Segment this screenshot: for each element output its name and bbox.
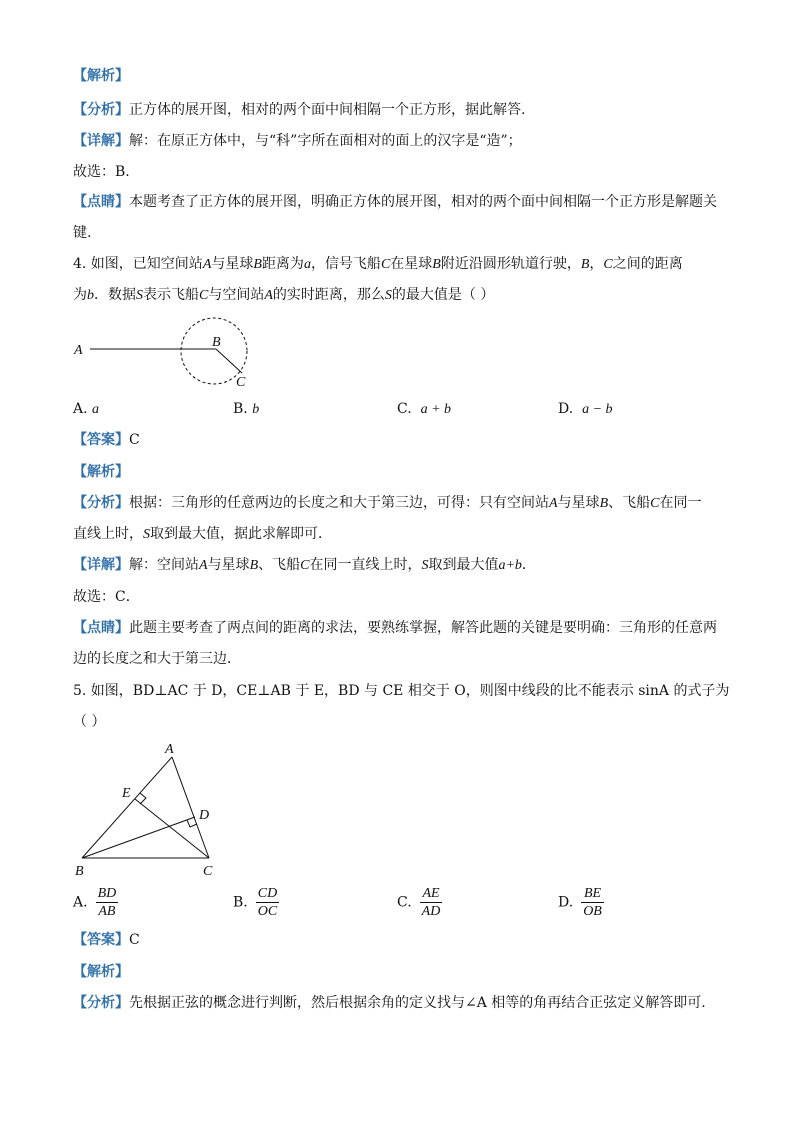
label-d: D: [199, 808, 210, 823]
q5-answer: 【答案】C: [73, 932, 140, 948]
q3-fenxi: 【分析】正方体的展开图，相对的两个面中间相隔一个正方形，据此解答.: [73, 102, 526, 118]
label-c: C: [236, 375, 246, 390]
q3-dianjing-cont: 键.: [73, 225, 92, 241]
q5-jiexi-label: 【解析】: [73, 964, 129, 980]
q4-dianjing-cont: 边的长度之和大于第三边．: [73, 651, 241, 667]
q4-answer: 【答案】C: [73, 432, 140, 448]
q4-stem-line1: 4. 如图，已知空间站A与星球B距离为a，信号飞船C在星球B附近沿圆形轨道行驶，B，C之间的距离: [73, 256, 683, 272]
label-b: B: [212, 335, 221, 350]
q4-figure: [66, 312, 266, 394]
q5-option-c: C. $\frac{AE}{AD}$: [397, 886, 441, 919]
q4-option-c: C. a + b: [397, 401, 452, 417]
right-angle-e: [140, 793, 146, 804]
label-e: E: [122, 786, 131, 801]
label-a: A: [74, 343, 83, 358]
q5-option-d: D. $\frac{BE}{OB}$: [558, 886, 602, 919]
q4-option-d: D. a − b: [558, 401, 613, 417]
q5-figure: [66, 738, 236, 882]
q5-fenxi: 【分析】先根据正弦的概念进行判断，然后根据余角的定义找与∠A 相等的角再结合正弦定义解答即可.: [73, 995, 706, 1011]
q5-stem-line1: 5. 如图，BD⊥AC 于 D，CE⊥AB 于 E，BD 与 CE 相交于 O，则图中线段的比不能表示 sinA 的式子为: [73, 683, 730, 699]
q3-guxuan: 故选：B.: [73, 164, 130, 180]
q5-option-a: A. $\frac{BD}{AB}$: [73, 886, 117, 919]
q3-xiangjie: 【详解】解：在原正方体中，与“科”字所在面相对的面上的汉字是“造”；: [73, 133, 522, 149]
q4-dianjing: 【点睛】此题主要考查了两点间的距离的求法，要熟练掌握，解答此题的关键是要明确：三角形的任意两: [73, 620, 717, 636]
label-a: A: [165, 742, 174, 757]
q4-option-b: B. b: [233, 401, 260, 417]
segment-bd: [82, 817, 195, 858]
segment-bc: [216, 349, 242, 373]
q4-xiangjie: 【详解】解：空间站A与星球B、飞船C在同一直线上时，S取到最大值a+b．: [73, 557, 536, 573]
q4-guxuan: 故选：C．: [73, 589, 140, 605]
q4-jiexi-label: 【解析】: [73, 464, 129, 480]
side-ab: [82, 757, 172, 858]
q3-dianjing: 【点睛】本题考查了正方体的展开图，明确正方体的展开图，相对的两个面中间相隔一个正方形是解题关: [73, 194, 717, 210]
q4-fenxi: 【分析】根据：三角形的任意两边的长度之和大于第三边，可得：只有空间站A与星球B、飞船C在同一: [73, 495, 702, 511]
q4-fenxi-cont: 直线上时，S取到最大值，据此求解即可．: [73, 526, 332, 542]
q4-option-a: A. a: [73, 401, 100, 417]
q4-stem-line2: 为b．数据S表示飞船C与空间站A的实时距离，那么S的最大值是（ ）: [73, 287, 495, 303]
label-c: C: [203, 864, 213, 879]
q5-option-b: B. $\frac{CD}{OC}$: [233, 886, 278, 919]
label-b: B: [75, 864, 84, 879]
q5-stem-line2: （ ）: [73, 714, 106, 730]
q3-jiexi-label: 【解析】: [73, 68, 129, 84]
